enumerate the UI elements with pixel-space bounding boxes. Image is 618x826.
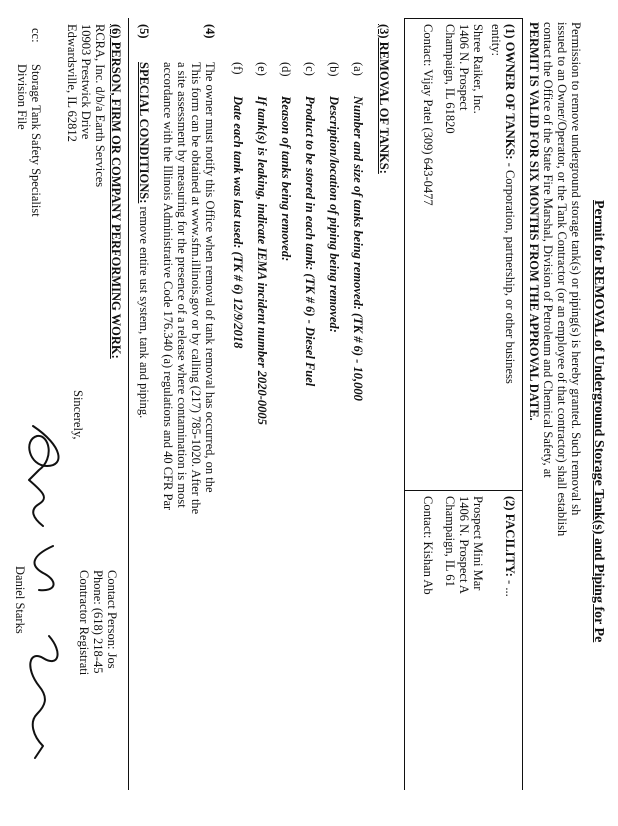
owner-name: Shree Raiker, Inc. [471,24,485,114]
removal-item-b-label: (b) [327,62,341,77]
owner-entity: entity: [489,24,503,56]
facility-heading-desc: - ... [503,576,517,597]
intro-line-3: contact the Office of the State Fire Marshal, Division of Petroleum and Chemical Safety, at [541,22,555,478]
box-bottom-rule [404,18,405,790]
special-line [137,62,151,418]
signer-name: Daniel Starks [13,566,27,634]
removal-item-d-label: (d) [279,62,293,77]
box-left-rule [405,18,523,19]
removal-item-c-label: (c) [303,62,317,76]
facility-city: Champaign, IL 61 [443,496,457,587]
notice-label: (4) [203,24,217,39]
removal-item-e: If tank(s) is leaking, indicate IEMA incident number 2020-0005 [255,96,269,425]
contractor-city: Edwardsville, IL 62812 [65,24,79,142]
intro-line-1: Permission to remove underground storage tank(s) or piping(s) is hereby granted. Such removal sh [569,22,583,516]
signature-closing: Sincerely, [71,390,85,440]
facility-street: 1406 N. Prospect A [457,496,471,594]
permit-document [9,10,609,790]
special-label: (5) [137,24,151,39]
signature-stroke [29,426,59,758]
facility-contact: Contact: Kishan Ab [421,496,435,595]
removal-item-f-label: (f) [231,62,245,75]
notice-line-3: a site assessment by measuring for the presence of a release where contamination is most [175,62,189,508]
intro-validity: PERMIT IS VALID FOR SIX MONTHS FROM THE APPROVAL DATE. [527,22,541,421]
removal-item-a: Number and size of tanks being removed: (TK # 6) - 10,000 [351,96,365,401]
removal-item-b: Description/location of piping being removed: [327,96,341,333]
owner-street: 1406 N. Prospect [457,24,471,111]
box-top-rule [522,18,523,790]
notice-line-4: accordance with the Illinois Administrative Code 176.340 (a) regulations and 40 CFR Par [161,62,175,511]
special-heading: SPECIAL CONDITIONS: [137,62,151,204]
cc-line-1: Storage Tank Safety Specialist [29,64,43,217]
contractor-registration: Contractor Registrati [77,570,91,676]
contractor-contact-person: Contact Person: Jos [105,570,119,669]
owner-heading-line [503,24,517,384]
box-divider-rule [405,490,523,491]
special-text: remove entire ust system, tank and piping. [137,203,151,419]
contractor-heading: (6) PERSON, FIRM OR COMPANY PERFORMING WORK: [109,24,123,359]
notice-line-1: The owner must notify this Office when removal of tank removal has occurred, on the [203,62,217,493]
owner-city: Champaign, IL 61820 [443,24,457,134]
contractor-top-rule [128,18,129,790]
contractor-phone: Phone: (618) 218-45 [91,570,105,674]
owner-heading: (1) OWNER OF TANKS: [503,24,517,160]
cc-label: cc: [29,28,43,43]
removal-item-f: Date each tank was last used: (TK # 6) 12/9/2018 [231,96,245,349]
owner-heading-desc: - Corporation, partnership, or other business [503,159,517,384]
notice-line-2: This form can be obtained at www.sfm.illinois.gov or by calling (217) 785-1020. After the [189,62,203,515]
facility-name: Prospect Mini Mar [471,496,485,591]
removal-item-d: Reason of tanks being removed: [279,96,293,262]
removal-item-a-label: (a) [351,62,365,76]
contractor-street: 10903 Prestwick Drive [79,24,93,140]
removal-item-e-label: (e) [255,62,269,76]
intro-line-2: issued to an Owner/Operator, or the Tank Contractor (or an employee of that contractor) shall establish [555,22,569,537]
removal-heading: (3) REMOVAL OF TANKS: [377,24,391,174]
owner-contact: Contact: Vijay Patel (309) 643-0477 [421,24,435,206]
removal-item-c: Product to be stored in each tank: (TK # 6) - Diesel Fuel [303,96,317,387]
facility-heading-line [503,496,517,597]
facility-heading: (2) FACILITY: [503,496,517,577]
document-title: Permit for REMOVAL of Underground Storage Tank(s) and Piping for Pe [591,200,606,643]
cc-line-2: Division File [15,64,29,130]
contractor-name: RCRA, Inc. d/b/a Earth Services [93,24,107,188]
